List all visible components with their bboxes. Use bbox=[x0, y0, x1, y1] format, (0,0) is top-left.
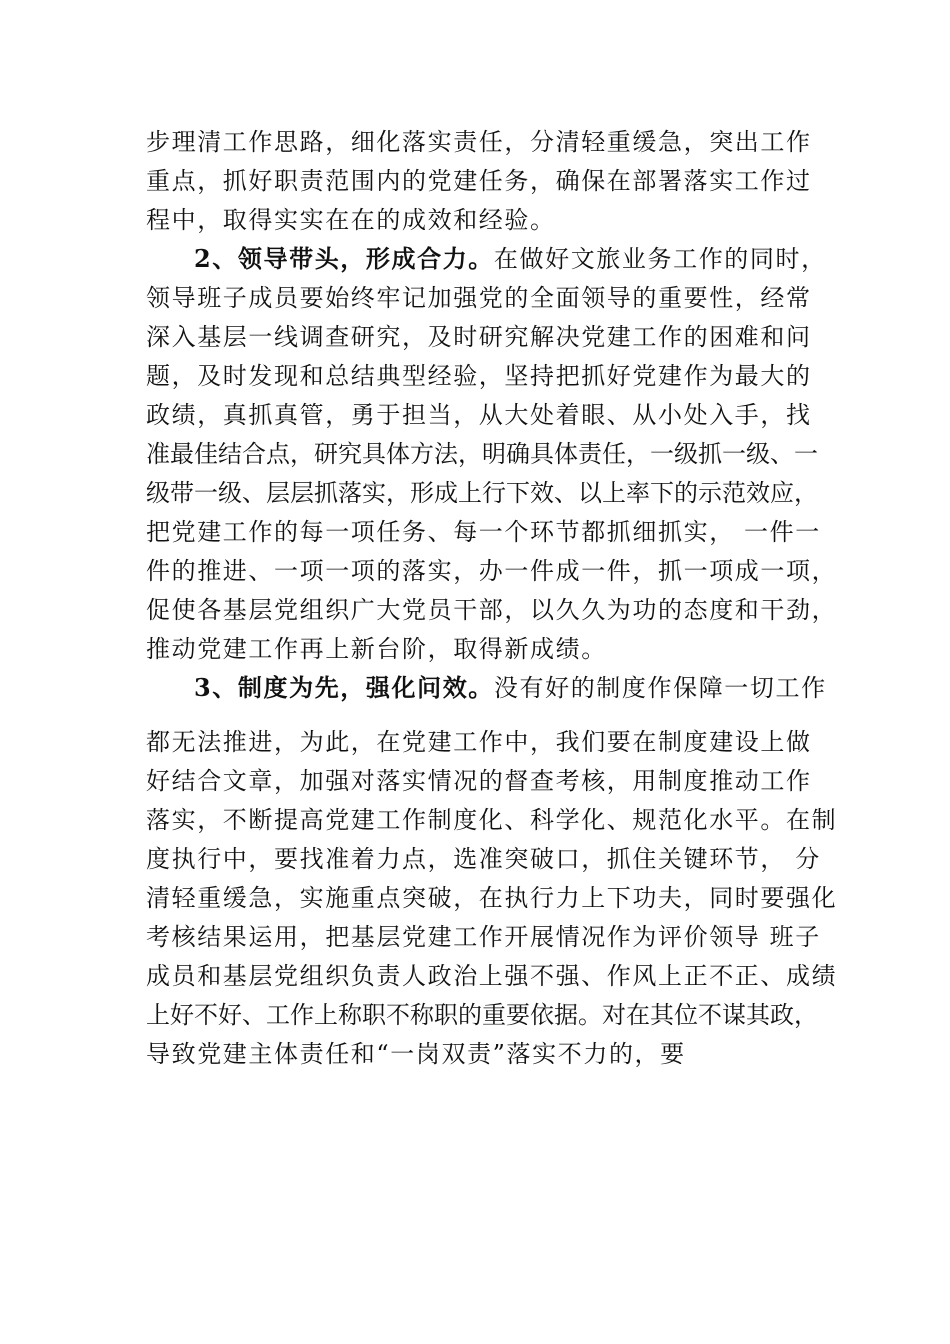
para2-first-line-text: 在做好文旅业务工作的同时， bbox=[493, 245, 827, 273]
para2-line-3: 题，及时发现和总结典型经验，坚持把抓好党建作为最大的 bbox=[146, 362, 812, 390]
para3-line-2: 好结合文章，加强对落实情况的督查考核，用制度推动工作 bbox=[146, 767, 812, 795]
para3-line-7: 成员和基层党组织负责人政治上强不强、作风上正不正、成绩 bbox=[146, 962, 838, 990]
para3-line-5: 清轻重缓急，实施重点突破，在执行力上下功夫，同时要强化 bbox=[146, 884, 838, 912]
para3-line-1: 都无法推进，为此，在党建工作中，我们要在制度建设上做 bbox=[146, 728, 812, 756]
para2-line-9: 促使各基层党组织广大党员干部，以久久为功的态度和干劲， bbox=[146, 596, 838, 624]
para3-first-line bbox=[194, 673, 827, 703]
para2-line-10: 推动党建工作再上新台阶，取得新成绩。 bbox=[146, 635, 607, 663]
para2-line-7: 把党建工作的每一项任务、每一个环节都抓细抓实， 一件一 bbox=[146, 518, 821, 546]
para3-line-9: 导致党建主体责任和“一岗双责”落实不力的，要 bbox=[146, 1040, 686, 1068]
para1-line-3: 程中，取得实实在在的成效和经验。 bbox=[146, 206, 556, 234]
para2-line-5: 准最佳结合点，研究具体方法，明确具体责任，一级抓一级、一 bbox=[146, 440, 818, 468]
para3-line-3: 落实，不断提高党建工作制度化、科学化、规范化水平。在制 bbox=[146, 806, 838, 834]
para1-line-1: 步理清工作思路，细化落实责任，分清轻重缓急，突出工作 bbox=[146, 128, 812, 156]
para3-line-6: 考核结果运用，把基层党建工作开展情况作为评价领导 班子 bbox=[146, 923, 821, 951]
para3-line-4: 度执行中，要找准着力点，选准突破口，抓住关键环节， 分 bbox=[146, 845, 821, 873]
para2-heading: 2、领导带头，形成合力。 bbox=[194, 244, 494, 273]
para2-line-6: 级带一级、层层抓落实，形成上行下效、以上率下的示范效应， bbox=[146, 479, 818, 507]
para1-line-2: 重点，抓好职责范围内的党建任务，确保在部署落实工作过 bbox=[146, 167, 812, 195]
para3-heading: 3、制度为先，强化问效。 bbox=[194, 673, 494, 702]
para2-line-1: 领导班子成员要始终牢记加强党的全面领导的重要性，经常 bbox=[146, 284, 812, 312]
para3-line-8: 上好不好、工作上称职不称职的重要依据。对在其位不谋其政， bbox=[146, 1001, 818, 1029]
para3-first-line-text: 没有好的制度作保障一切工作 bbox=[493, 674, 827, 702]
para2-line-8: 件的推进、一项一项的落实，办一件成一件，抓一项成一项， bbox=[146, 557, 838, 585]
para2-first-line bbox=[194, 244, 827, 274]
para2-line-4: 政绩，真抓真管，勇于担当，从大处着眼、从小处入手，找 bbox=[146, 401, 812, 429]
para2-line-2: 深入基层一线调查研究，及时研究解决党建工作的困难和问 bbox=[146, 323, 812, 351]
